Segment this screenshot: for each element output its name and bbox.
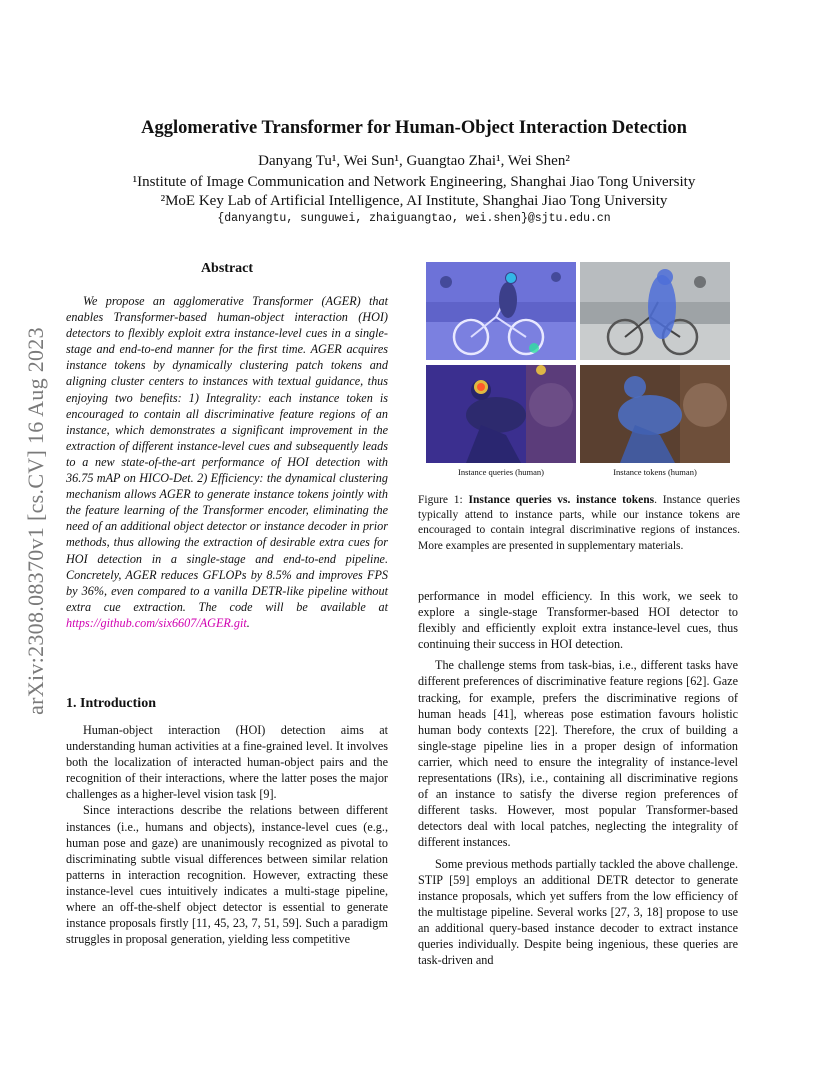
intro-paragraph-1: Human-object interaction (HOI) detection aims at understanding human activities at a fine-grained level. It involves both the localization of interacted human-object pairs and the recognition of their interactions, where the latter poses the major challenges as a higher-level vision task [9]. <box>66 723 388 802</box>
intro-paragraph-2: Since interactions describe the relations between different instances (i.e., humans and objects), instance-level cues (e.g., human pose and gaze) are unanimously recognized as pivotal to discriminating subtle visual differences between similar relation patterns in interaction recognition. However, extracting these instance-level cues intuitively indicates a multi-stage pipeline, where an off-the-shelf object detector is essential to generate instance proposals firstly [11, 45, 23, 7, 51, 59]. Such a paradigm struggles in proposal generation, yielding less competitive <box>66 803 388 947</box>
right-paragraph-2: The challenge stems from task-bias, i.e., different tasks have different preferences of discriminative feature regions [62]. Gaze tracking, for example, prefers the discriminative regions of human heads [41], whereas pose estimation favours holistic human body contexts [22]. Therefore, the crux of building a single-stage pipeline lies in a proper design of information carrier, which need to ensure the integrality of instance-level representations (IRs), i.e., containing all discriminative regions of an instance to satisfy the diverse region preferences of different tasks. However, most popular Transformer-based detectors deal with local patches, neglecting the integrality of different instances. <box>418 658 738 850</box>
arxiv-stamp: arXiv:2308.08370v1 [cs.CV] 16 Aug 2023 <box>23 327 48 715</box>
abstract-text: We propose an agglomerative Transformer (AGER) that enables Transformer-based human-object interaction (HOI) detectors to flexibly exploit extra instance-level cues in a single-stage and end-to-end manner for the first time. AGER acquires instance tokens by dynamically clustering patch tokens and aligning cluster centers to instances with textual guidance, thus enjoying two benefits: 1) Integrality: each instance token is encouraged to contain all discriminative feature regions of an instance, which demonstrates a significant improvement in the extraction of different instance-level cues and subsequently leads to a new state-of-the-art performance of HOI detection with 36.75 mAP on HICO-Det. 2) Efficiency: the dynamical clustering mechanism allows AGER to generate instance tokens jointly with the feature learning of the Transformer encoder, eliminating the need of an additional object detector or instance decoder in prior methods, thus allowing the extraction of desirable extra cues for HOI detection in a single-stage and end-to-end pipeline. Concretely, AGER reduces GFLOPs by 8.5% and improves FPS by 36%, even compared to a vanilla DETR-like pipeline without extra cue extraction. The code will be available at <box>66 294 388 614</box>
abstract-body <box>66 293 388 631</box>
section-heading-introduction: 1. Introduction <box>66 696 156 711</box>
caption-lead: Figure 1: <box>418 494 469 506</box>
introduction-right-column <box>418 588 738 968</box>
abstract-end: . <box>246 615 250 630</box>
abstract-heading: Abstract <box>200 261 254 276</box>
figure-label-instance-tokens: Instance tokens (human) <box>613 467 697 477</box>
affiliation-2: ²MoE Key Lab of Artificial Intelligence, AI Institute, Shanghai Jiao Tong University <box>160 193 668 209</box>
right-paragraph-1: performance in model efficiency. In this work, we seek to explore a single-stage Transformer-based HOI detector to flexibly and efficiently exploit extra instance-level cues, thus continuing their success in HOI detection. <box>418 589 738 652</box>
affiliation-1: ¹Institute of Image Communication and Network Engineering, Shanghai Jiao Tong University <box>132 174 696 190</box>
figure-panel-tokens-street <box>580 262 730 360</box>
figure-label-instance-queries: Instance queries (human) <box>458 467 544 477</box>
authors: Danyang Tu¹, Wei Sun¹, Guangtao Zhai¹, Wei Shen² <box>258 153 570 169</box>
author-emails: {danyangtu, sunguwei, zhaiguangtao, wei.shen}@sjtu.edu.cn <box>217 212 611 225</box>
caption-rest: . Instance queries typically attend to instance parts, while our instance tokens are encouraged to contain integral discriminative regions of instances. More examples are presented in supplementary materials. <box>418 494 740 552</box>
figure-panel-tokens-indoor <box>580 365 730 463</box>
right-paragraph-3: Some previous methods partially tackled the above challenge. STIP [59] employs an additional DETR detector to generate instance proposals, which yet suffers from the low efficiency of the multistage pipeline. Several works [27, 3, 18] propose to use an additional query-based instance decoder to extract instance queries individually. Despite being ingenious, these queries are task-driven and <box>418 856 738 968</box>
introduction-left-column <box>66 722 388 947</box>
paper-title: Agglomerative Transformer for Human-Object Interaction Detection <box>141 118 687 138</box>
caption-bold: Instance queries vs. instance tokens <box>468 494 655 506</box>
figure-panel-queries-street <box>426 262 576 360</box>
code-link[interactable]: https://github.com/six6607/AGER.git <box>66 615 247 630</box>
figure-1-caption <box>418 493 740 554</box>
figure-panel-queries-indoor <box>426 365 576 463</box>
